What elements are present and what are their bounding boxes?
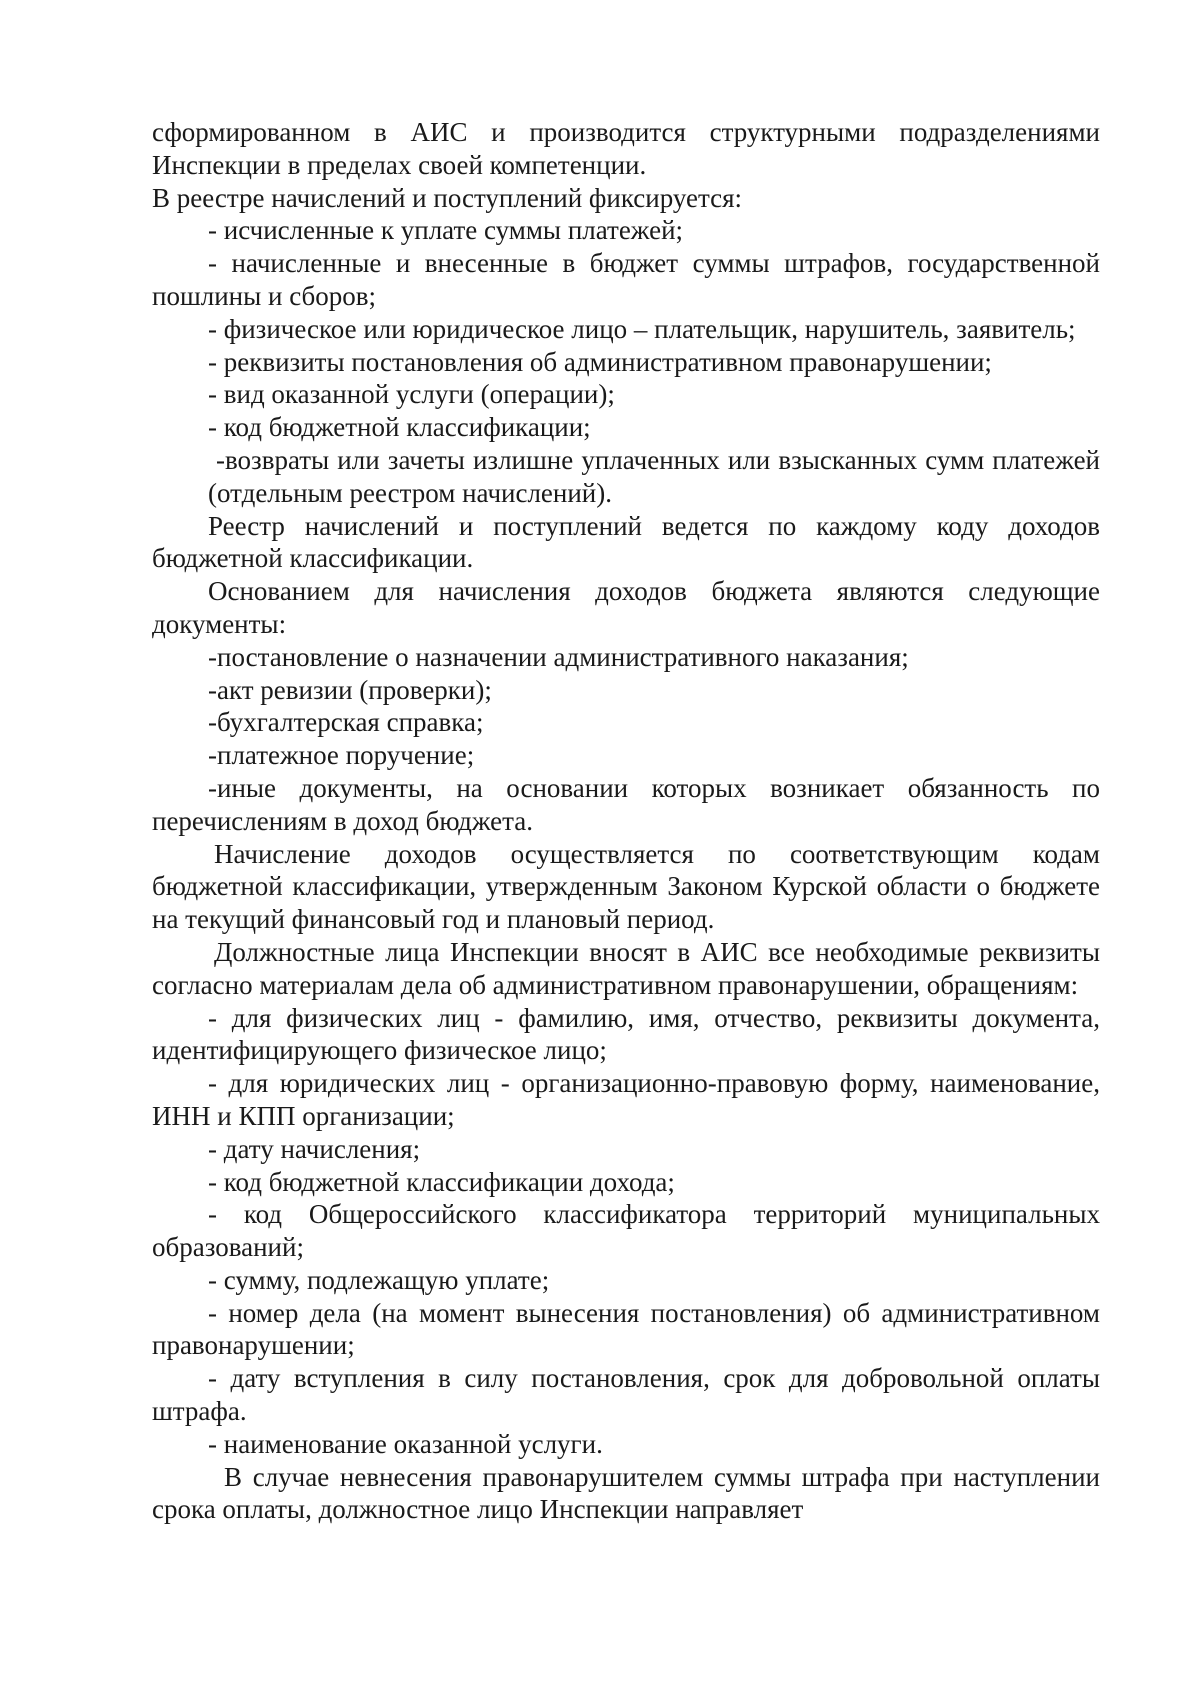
list-item: - номер дела (на момент вынесения постановления) об административном правонарушении; [152, 1297, 1100, 1361]
list-item: - код бюджетной классификации; [208, 412, 591, 443]
list-item: - начисленные и внесенные в бюджет суммы штрафов, государственной пошлины и сборов; [152, 248, 1100, 311]
list-item: - код Общероссийского классификатора территорий муниципальных образований; [152, 1199, 1100, 1263]
paragraph: В случае невнесения правонарушителем суммы штрафа при наступлении срока оплаты, должностное лицо Инспекции направляет [152, 1461, 1100, 1525]
paragraph: сформированном в АИС и производится структурными подразделениями Инспекции в пределах своей компетенции. [152, 117, 1100, 180]
paragraph: Основанием для начисления доходов бюджета являются следующие документы: [152, 576, 1100, 639]
list-item: -иные документы, на основании которых возникает обязанность по перечислениям в доход бюджета. [152, 772, 1100, 836]
list-item: - дату начисления; [208, 1133, 421, 1164]
list-item: - реквизиты постановления об административном правонарушении; [208, 346, 992, 377]
list-item: - дату вступления в силу постановления, срок для добровольной оплаты штрафа. [152, 1363, 1100, 1427]
list-item: - сумму, подлежащую уплате; [208, 1264, 550, 1295]
list-item: - код бюджетной классификации дохода; [208, 1166, 675, 1197]
list-item: -бухгалтерская справка; [208, 707, 484, 738]
list-item: -возвраты или зачеты излишне уплаченных или взысканных сумм платежей (отдельным реестром начислений). [208, 444, 1100, 508]
list-item: - наименование оказанной услуги. [208, 1428, 603, 1459]
paragraph: Должностные лица Инспекции вносят в АИС все необходимые реквизиты согласно материалам дела об административном правонарушении, обращениям: [152, 936, 1100, 1000]
paragraph: В реестре начислений и поступлений фиксируется: [152, 182, 743, 213]
list-item: - исчисленные к уплате суммы платежей; [208, 215, 684, 246]
list-item: -постановление о назначении административного наказания; [208, 641, 909, 672]
list-item: - физическое или юридическое лицо – плательщик, нарушитель, заявитель; [208, 313, 1076, 344]
list-item: -акт ревизии (проверки); [208, 674, 492, 705]
list-item: - вид оказанной услуги (операции); [208, 379, 615, 410]
paragraph: Реестр начислений и поступлений ведется по каждому коду доходов бюджетной классификации. [152, 510, 1100, 574]
list-item: - для юридических лиц - организационно-правовую форму, наименование, ИНН и КПП организации; [152, 1068, 1100, 1131]
list-item: -платежное поручение; [208, 740, 475, 771]
paragraph: Начисление доходов осуществляется по соответствующим кодам бюджетной классификации, утвержденным Законом Курской области о бюджете на текущий финансовый год и плановый период. [152, 838, 1100, 935]
list-item: - для физических лиц - фамилию, имя, отчество, реквизиты документа, идентифицирующего физическое лицо; [152, 1002, 1100, 1066]
document-body [152, 116, 1100, 1526]
